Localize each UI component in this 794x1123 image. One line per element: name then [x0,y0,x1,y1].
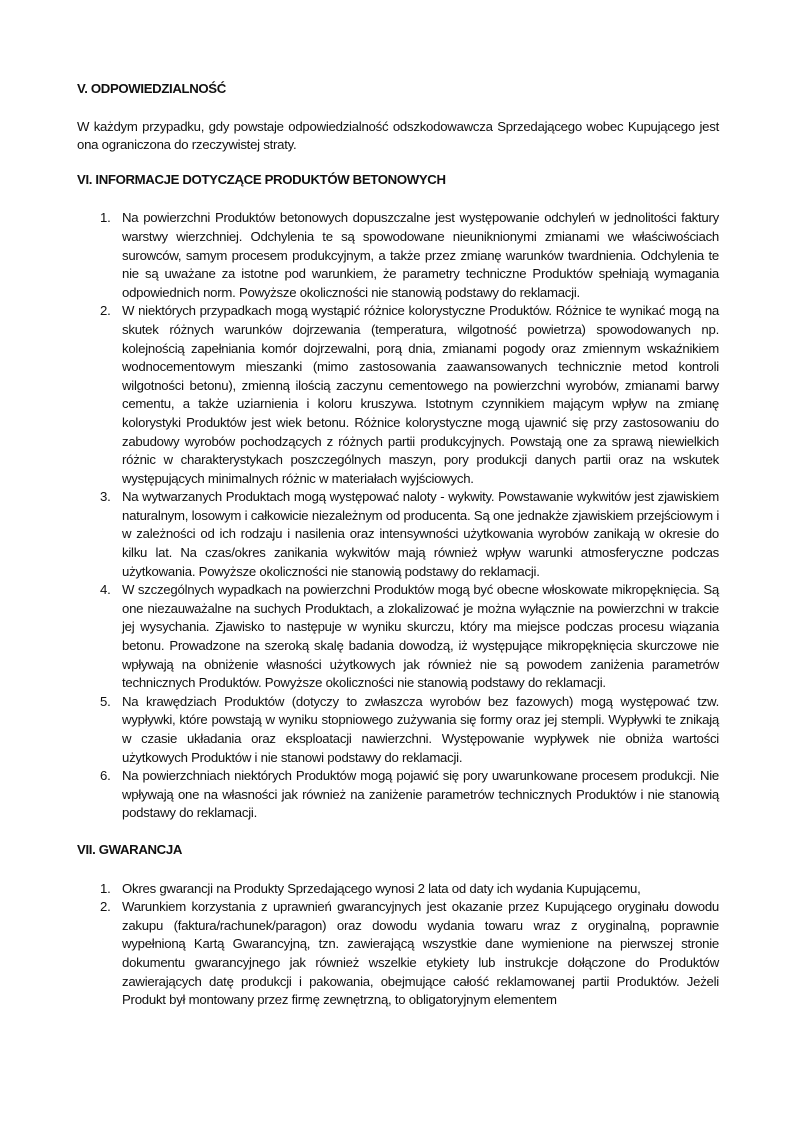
list-item-number: 3. [100,489,111,505]
list-item-number: 4. [100,582,111,598]
list-item-text: Na wytwarzanych Produktach mogą występować naloty - wykwity. Powstawanie wykwitów jest zjawiskiem naturalnym, losowym i całkowicie niezależnym od producenta. Są one jednakże zjawiskiem przejściowym i w zależności od ich rodzaju i nasilenia oraz intensywności użytkowania wyrobów zanikają w okresie do kilku lat. Na czas/okres zanikania wykwitów mają również wpływ warunki atmosferyczne podczas użytkowania. Powyższe okoliczności nie stanowią podstawy do reklamacji. [122,489,719,579]
list-item-text: Na powierzchniach niektórych Produktów mogą pojawić się pory uwarunkowane procesem produkcji. Nie wpływają one na własności jak również na zaniżenie parametrów technicznych Produktów i nie stanowią podstawy do reklamacji. [122,768,719,821]
list-item-text: W szczególnych wypadkach na powierzchni Produktów mogą być obecne włoskowate mikropęknięcia. Są one niezauważalne na suchych Produktach, a zlokalizować je można wyłącznie na powierzchni w trakcie jej wysychania. Zjawisko to następuje w wyniku skurczu, który ma miejsce podczas procesu wiązania betonu. Prowadzone na szeroką skalę badania dowodzą, iż występujące mikropęknięcia skurczowe nie wpływają na obniżenie własności użytkowych jak również nie są powodem zaniżenia parametrów technicznych Produktów. Powyższe okoliczności nie stanowią podstawy do reklamacji. [122,582,719,691]
list-item [77,488,719,581]
section-warranty [77,841,719,1010]
numbered-list [77,880,719,1010]
document-page [77,80,719,1010]
list-item-text: W niektórych przypadkach mogą wystąpić różnice kolorystyczne Produktów. Różnice te wynikać mogą na skutek różnych warunków dojrzewania (temperatura, wilgotność powietrza) spowodowanych np. kolejnością zapełniania komór dojrzewalni, porą dnia, zmianami pogody oraz zmiennym wskaźnikiem wodnocementowym mieszanki (mimo zastosowania zaawansowanych technicznie metod kontroli wilgotności betonu), zmienną ilością zaczynu cementowego na powierzchni wyrobów, zmianami barwy cementu, a także uziarnienia i koloru kruszywa. Istotnym czynnikiem mającym wpływ na zmianę kolorystyki Produktów jest wiek betonu. Różnice kolorystyczne mogą ujawnić się przy zastosowaniu do zabudowy wyrobów pochodzących z różnych partii produkcyjnych. Powstają one za sprawą niewielkich różnic w charakterystykach poszczególnych maszyn, pory produkcji danych partii oraz na wskutek występujących minimalnych różnic w materiałach wyjściowych. [122,303,719,486]
list-item [77,209,719,302]
list-item-number: 1. [100,210,111,226]
list-item [77,581,719,693]
list-item [77,693,719,767]
list-item-text: Okres gwarancji na Produkty Sprzedającego wynosi 2 lata od daty ich wydania Kupującemu, [122,880,641,896]
list-item-number: 2. [100,899,111,915]
section-paragraph: W każdym przypadku, gdy powstaje odpowiedzialność odszkodowawcza Sprzedającego wobec Kupującego jest ona ograniczona do rzeczywistej straty. [77,118,719,153]
section-concrete-products-info [77,171,719,823]
list-item-text: Na krawędziach Produktów (dotyczy to zwłaszcza wyrobów bez fazowych) mogą występować tzw. wypływki, które powstają w wyniku stopniowego zużywania się formy oraz jej stempli. Wypływki te znikają w czasie układania oraz eksploatacji nawierzchni. Występowanie wypływek nie obniża wartości użytkowych Produktów i nie stanowi podstawy do reklamacji. [122,693,719,765]
section-liability [77,80,719,155]
numbered-list [77,209,719,823]
list-item-number: 6. [100,768,111,784]
section-heading: VII. GWARANCJA [77,841,183,857]
list-item-text: Warunkiem korzystania z uprawnień gwarancyjnych jest okazanie przez Kupującego oryginału dowodu zakupu (faktura/rachunek/paragon) oraz dowodu wydania towaru wraz z oryginalną, poprawnie wypełnioną Kartą Gwarancyjną, tzn. zawierającą wszystkie dane wymienione na pierwszej stronie dokumentu gwarancyjnego jak również wszelkie etykiety lub instrukcje dołączone do Produktów zawierających datę produkcji i pakowania, obejmujące całość reklamowanej partii Produktów. Jeżeli Produkt był montowany przez firmę zewnętrzną, to obligatoryjnym elementem [122,899,719,1008]
list-item-number: 5. [100,693,111,709]
list-item [77,767,719,823]
list-item-number: 2. [100,303,111,319]
section-heading: V. ODPOWIEDZIALNOŚĆ [77,81,226,96]
list-item-text: Na powierzchni Produktów betonowych dopuszczalne jest występowanie odchyleń w jednolitości faktury warstwy wierzchniej. Odchylenia te są spowodowane nieuniknionymi zmianami we właściwościach surowców, samym procesem produkcyjnym, a także przez zmianę warunków twardnienia. Odchylenia te nie są uważane za istotne pod warunkiem, że parametry techniczne Produktów spełniają wymagania odpowiednich norm. Powyższe okoliczności nie stanowią podstawy do reklamacji. [122,210,719,300]
list-item [77,302,719,488]
list-item-number: 1. [100,880,111,896]
section-heading: VI. INFORMACJE DOTYCZĄCE PRODUKTÓW BETONOWYCH [77,171,446,187]
list-item [77,880,719,899]
list-item [77,898,719,1010]
